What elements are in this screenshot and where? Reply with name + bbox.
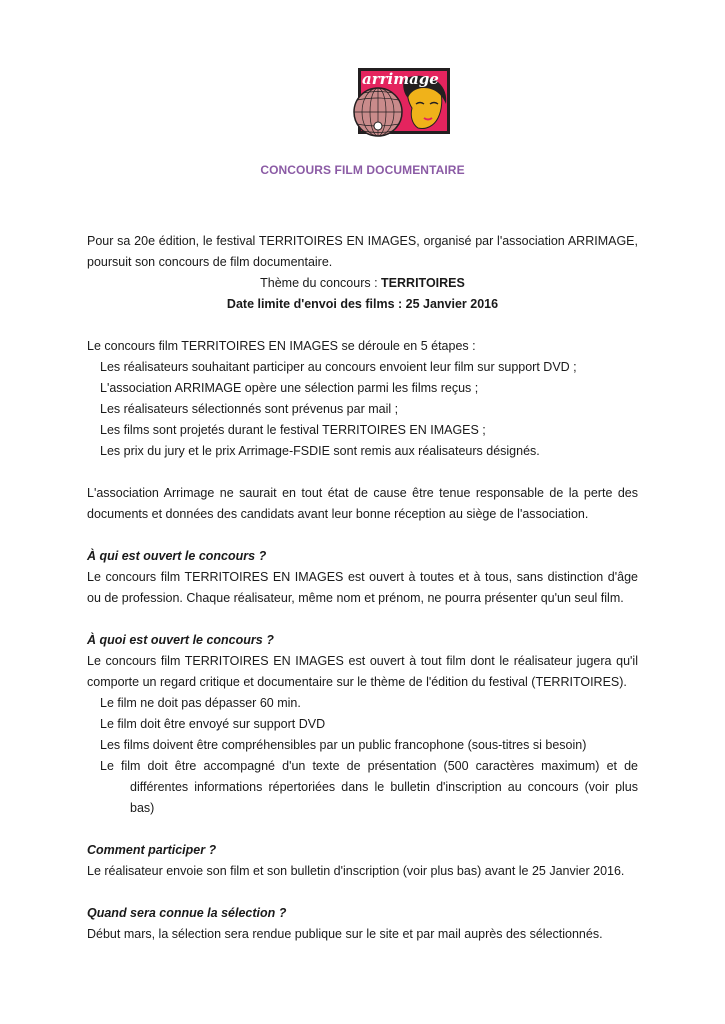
requirement-item: Le film ne doit pas dépasser 60 min.	[100, 696, 301, 710]
logo-text: arrimage	[362, 70, 439, 88]
section-body: Le concours film TERRITOIRES EN IMAGES est ouvert à tout film dont le réalisateur jugera qu'il comporte un regard critique et documentaire sur le thème de l'édition du festival (TERRITOIRES).	[87, 654, 638, 689]
requirement-item: Le film doit être envoyé sur support DVD	[100, 717, 326, 731]
deadline-line	[87, 294, 638, 315]
intro-paragraph: Pour sa 20e édition, le festival TERRITOIRES EN IMAGES, organisé par l'association ARRIMAGE, poursuit son concours de film documentaire.	[87, 234, 638, 269]
section-body: Le concours film TERRITOIRES EN IMAGES est ouvert à toutes et à tous, sans distinction d'âge ou de profession. Chaque réalisateur, même nom et prénom, ne pourra présenter qu'un seul film.	[87, 570, 638, 605]
document-title: CONCOURS FILM DOCUMENTAIRE	[260, 163, 465, 177]
step-item: Les réalisateurs souhaitant participer au concours envoient leur film sur support DVD ;	[100, 360, 577, 374]
arrimage-logo	[346, 66, 452, 138]
step-item: Les films sont projetés durant le festival TERRITOIRES EN IMAGES ;	[100, 423, 486, 437]
section-heading: Comment participer ?	[87, 843, 217, 857]
step-item: Les réalisateurs sélectionnés sont prévenus par mail ;	[100, 402, 399, 416]
step-item: L'association ARRIMAGE opère une sélection parmi les films reçus ;	[100, 381, 479, 395]
section-body: Début mars, la sélection sera rendue publique sur le site et par mail auprès des sélectionnés.	[87, 927, 603, 941]
section-heading: Quand sera connue la sélection ?	[87, 906, 287, 920]
section-body: Le réalisateur envoie son film et son bulletin d'inscription (voir plus bas) avant le 25 Janvier 2016.	[87, 864, 625, 878]
section-heading: À qui est ouvert le concours ?	[87, 549, 267, 563]
requirement-item: Les films doivent être compréhensibles par un public francophone (sous-titres si besoin)	[100, 738, 587, 752]
steps-intro: Le concours film TERRITOIRES EN IMAGES se déroule en 5 étapes :	[87, 339, 476, 353]
document-body	[87, 231, 638, 945]
deadline-text: Date limite d'envoi des films : 25 Janvier 2016	[226, 297, 499, 311]
theme-line	[87, 273, 638, 294]
theme-label: Thème du concours :	[260, 276, 382, 290]
step-item: Les prix du jury et le prix Arrimage-FSDIE sont remis aux réalisateurs désignés.	[100, 444, 540, 458]
logo-graphic	[346, 66, 452, 138]
disclaimer-paragraph: L'association Arrimage ne saurait en tout état de cause être tenue responsable de la perte des documents et données des candidats avant leur bonne réception au siège de l'association.	[87, 486, 638, 521]
section-heading: À quoi est ouvert le concours ?	[87, 633, 274, 647]
requirement-item: Le film doit être accompagné d'un texte de présentation (500 caractères maximum) et de différentes informations répertoriées dans le bulletin d'inscription au concours (voir plus bas)	[100, 759, 638, 815]
theme-value: TERRITOIRES	[381, 276, 465, 290]
